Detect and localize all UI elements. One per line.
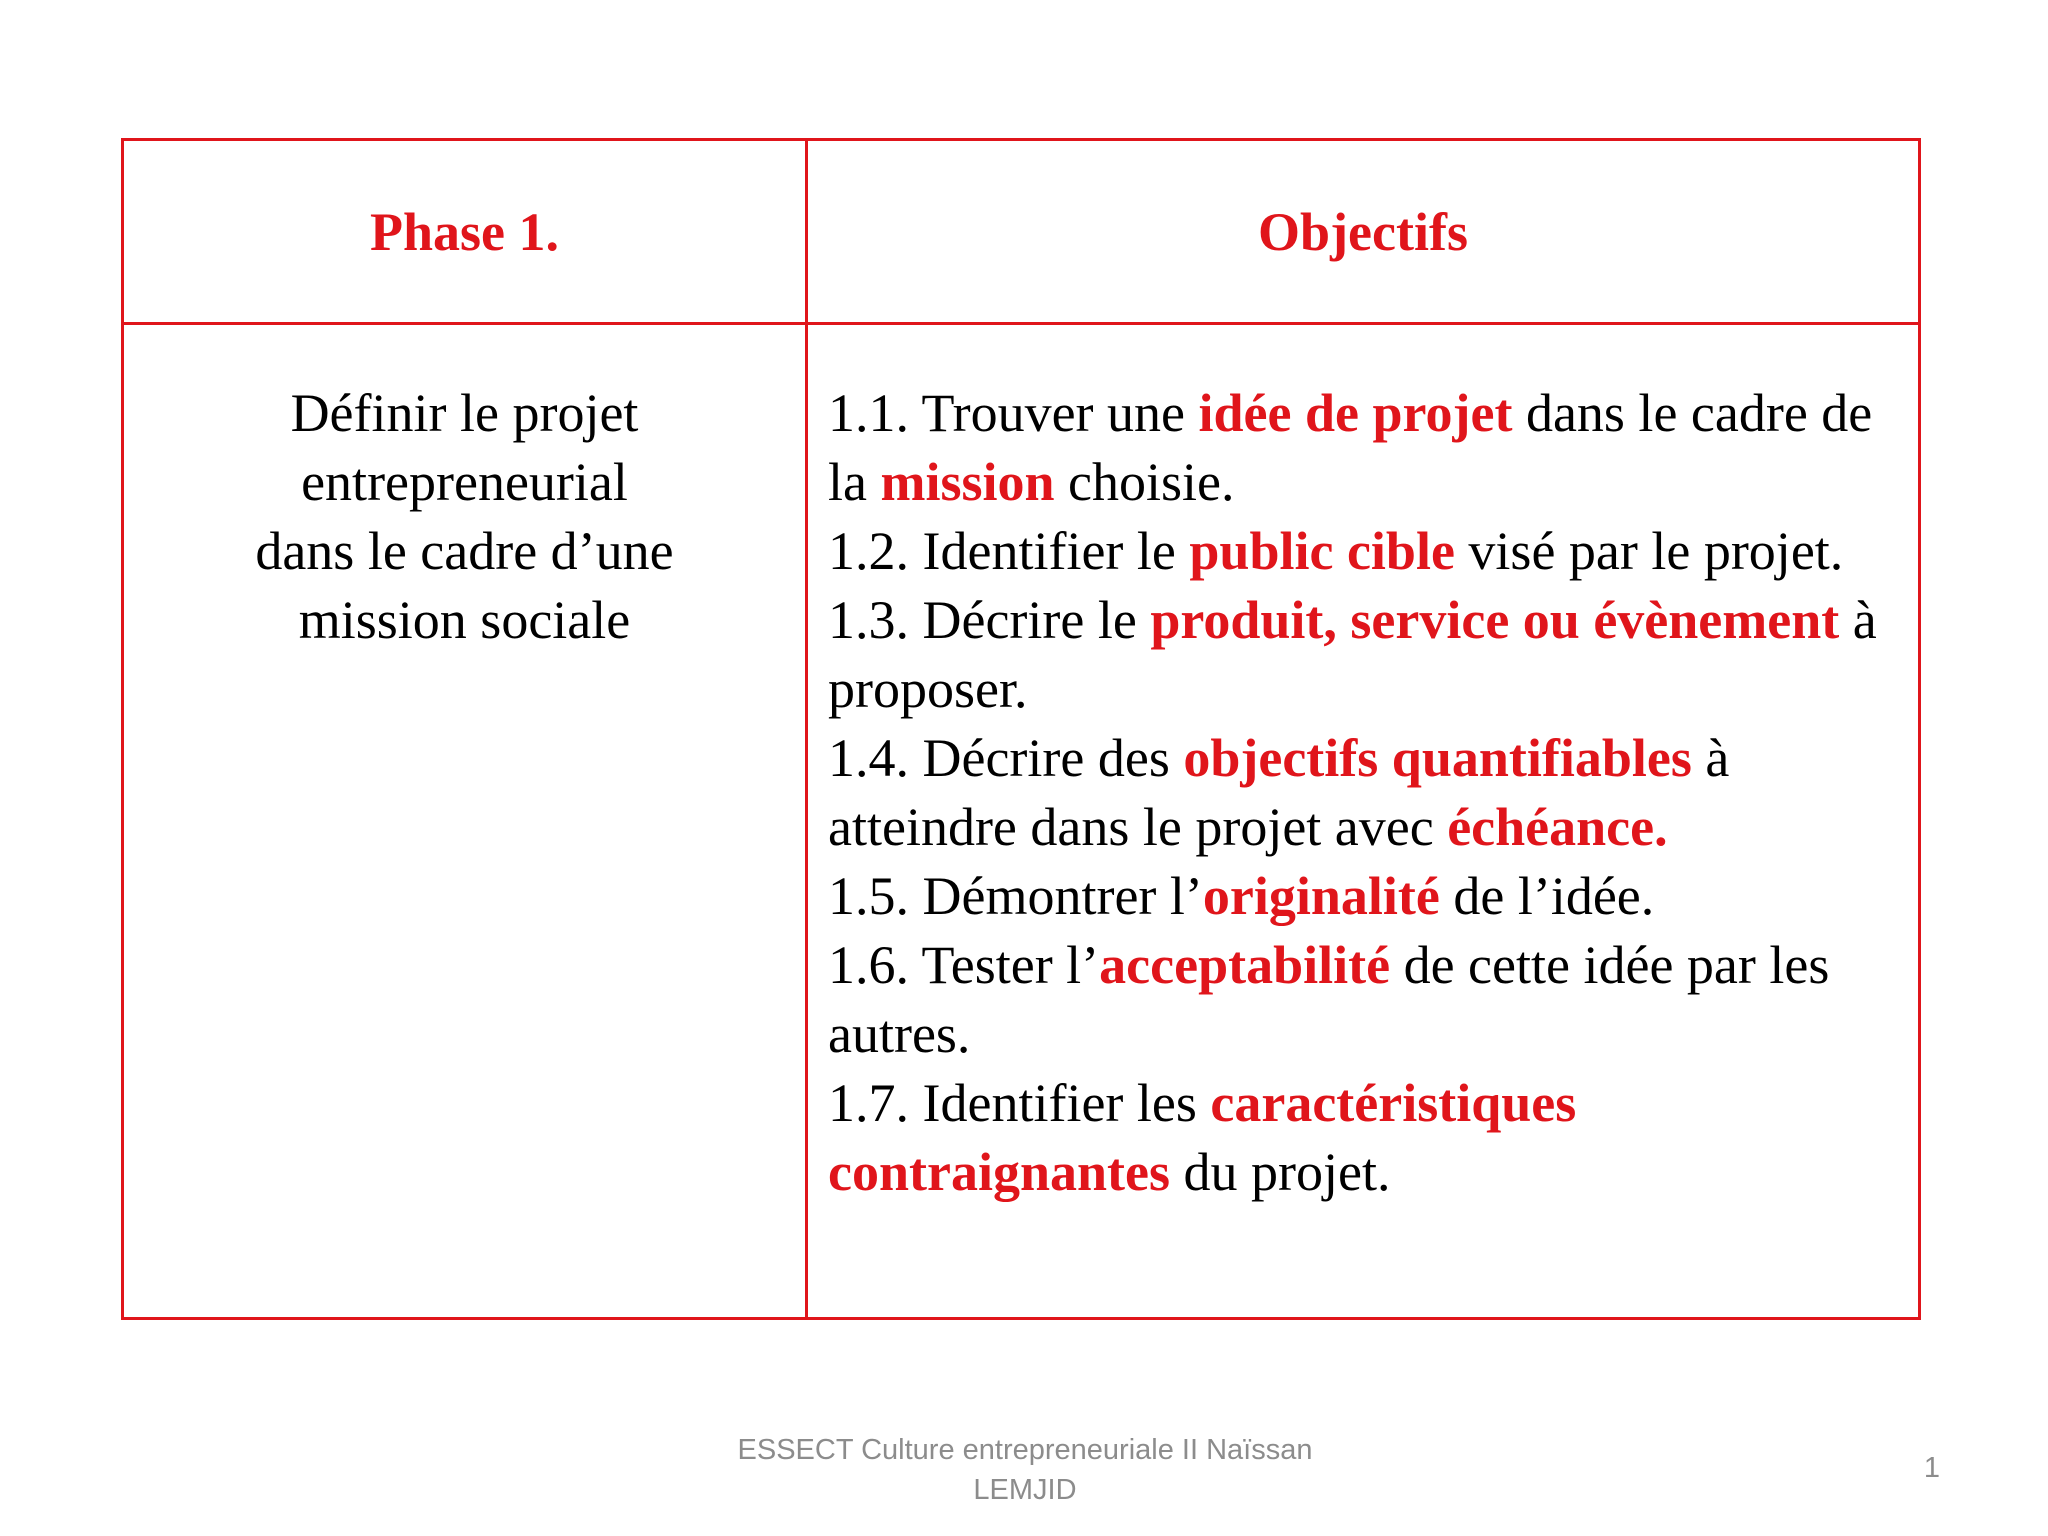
objective-number: 1.2. [828,521,909,581]
objective-keyword: mission [880,452,1055,512]
objective-text: dans le cadre de la [828,383,1873,512]
objective-text: à proposer. [828,590,1877,719]
objective-text: du projet. [1169,1142,1391,1202]
phase-objectives-table [121,138,1921,1320]
objective-text: choisie. [1054,452,1235,512]
objective-text: Tester l’ [909,935,1100,995]
footer-text: ESSECT Culture entrepreneuriale II Naïssan LEMJID [737,1434,1313,1506]
objectives-cell [807,324,1920,1319]
objective-number: 1.5. [828,866,909,926]
objective-text: à atteindre dans le projet avec [828,728,1730,857]
objective-item [828,1069,1892,1207]
objective-item [828,379,1892,517]
objectives-list [808,325,1918,1207]
table-body-row [123,324,1920,1319]
objective-number: 1.3. [828,590,909,650]
objective-keyword: objectifs quantifiables [1183,728,1692,788]
objective-item [828,724,1892,862]
objective-number: 1.4. [828,728,909,788]
objective-item [828,862,1892,931]
page-number: 1 [1923,1452,1940,1484]
header-objectifs: Objectifs [807,140,1920,324]
objective-text: visé par le projet. [1454,521,1844,581]
objective-keyword: idée de projet [1198,383,1513,443]
objective-text: Décrire le [909,590,1151,650]
phase-cell [123,324,807,1319]
table-header-row [123,140,1920,324]
objective-text: Trouver une [909,383,1199,443]
objective-number: 1.6. [828,935,909,995]
objective-text: Identifier les [909,1073,1211,1133]
objective-text: Identifier le [909,521,1190,581]
objective-text: de cette idée par les autres. [828,935,1830,1064]
objective-keyword: échéance. [1447,797,1668,857]
objective-text: de l’idée. [1439,866,1655,926]
objective-keyword: acceptabilité [1099,935,1391,995]
objective-text: Décrire des [909,728,1184,788]
objective-item [828,931,1892,1069]
objective-text: Démontrer l’ [909,866,1203,926]
header-phase: Phase 1. [123,140,807,324]
objective-keyword: originalité [1202,866,1440,926]
objective-item [828,517,1892,586]
objective-keyword: public cible [1189,521,1455,581]
phase-description: Définir le projet entrepreneurial dans le cadre d’une mission sociale [255,383,674,650]
objective-number: 1.7. [828,1073,909,1133]
objective-keyword: produit, service ou évènement [1150,590,1840,650]
objective-number: 1.1. [828,383,909,443]
objective-keyword: caractéristiques contraignantes [828,1073,1577,1202]
objective-item [828,586,1892,724]
